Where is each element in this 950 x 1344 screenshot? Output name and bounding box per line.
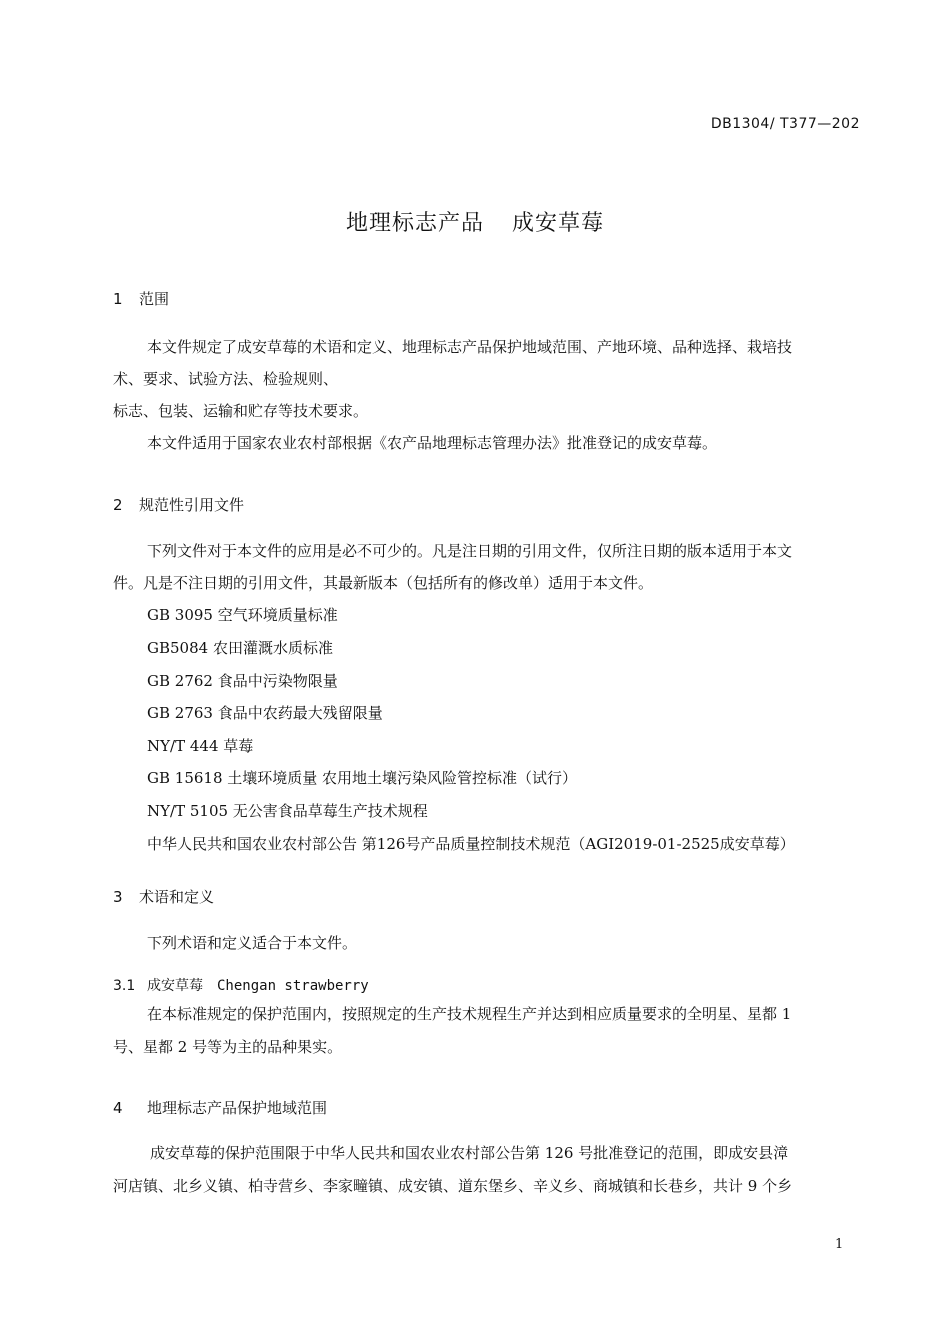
section-2-para-1-line-1: 下列文件对于本文件的应用是必不可少的。凡是注日期的引用文件，仅所注日期的版本适用于本文 — [147, 542, 793, 560]
section-3-title: 术语和定义 — [139, 888, 215, 906]
section-4-heading — [113, 1097, 327, 1118]
section-3-heading — [113, 886, 214, 907]
reference-item: GB 2762 食品中污染物限量 — [147, 672, 338, 690]
section-4-line-2: 河店镇、北乡义镇、柏寺营乡、李家疃镇、成安镇、道东堡乡、辛义乡、商城镇和长巷乡，共计 9 个乡 — [113, 1177, 793, 1195]
section-1-para-1-line-2: 术、要求、试验方法、检验规则、 — [113, 370, 339, 388]
section-2-heading — [113, 494, 244, 515]
section-2-number: 2 — [113, 496, 123, 514]
section-3-number: 3 — [113, 888, 123, 906]
section-4-number: 4 — [113, 1099, 123, 1117]
document-title — [0, 206, 950, 237]
section-2-para-1-line-2: 件。凡是不注日期的引用文件，其最新版本（包括所有的修改单）适用于本文件。 — [113, 574, 654, 592]
section-1-para-1-line-3: 标志、包装、运输和贮存等技术要求。 — [113, 402, 369, 420]
section-1-number: 1 — [113, 290, 123, 308]
subsection-3-1-heading — [113, 975, 369, 995]
section-1-title: 范围 — [139, 290, 170, 308]
title-part-2: 成安草莓 — [512, 211, 605, 236]
reference-item: 中华人民共和国农业农村部公告 第126号产品质量控制技术规范（AGI2019-01-2525成安草莓） — [147, 835, 795, 853]
section-1-para-2: 本文件适用于国家农业农村部根据《农产品地理标志管理办法》批准登记的成安草莓。 — [147, 434, 718, 452]
subsection-3-1-line-2: 号、星都 2 号等为主的品种果实。 — [113, 1038, 343, 1056]
subsection-3-1-line-1: 在本标准规定的保护范围内，按照规定的生产技术规程生产并达到相应质量要求的全明星、星都 1 — [147, 1005, 792, 1023]
section-2-title: 规范性引用文件 — [139, 496, 245, 514]
subsection-3-1-number: 3.1 — [113, 978, 136, 994]
term-chinese: 成安草莓 — [147, 978, 203, 994]
reference-item: NY/T 444 草莓 — [147, 737, 254, 755]
reference-item: GB 15618 土壤环境质量 农用地土壤污染风险管控标准（试行） — [147, 769, 578, 787]
section-1-heading — [113, 288, 169, 309]
standard-code: DB1304/ T377—202 — [710, 116, 860, 132]
section-1-para-1-line-1: 本文件规定了成安草莓的术语和定义、地理标志产品保护地域范围、产地环境、品种选择、栽培技 — [147, 338, 793, 356]
reference-item: GB 3095 空气环境质量标准 — [147, 606, 338, 624]
reference-item: GB 2763 食品中农药最大残留限量 — [147, 704, 383, 722]
term-english: Chengan strawberry — [217, 978, 369, 994]
page-number: 1 — [835, 1237, 844, 1252]
reference-item: NY/T 5105 无公害食品草莓生产技术规程 — [147, 802, 428, 820]
section-4-title: 地理标志产品保护地域范围 — [147, 1099, 328, 1117]
section-4-line-1: 成安草莓的保护范围限于中华人民共和国农业农村部公告第 126 号批准登记的范围，即成安县漳 — [150, 1144, 789, 1162]
section-3-para-1: 下列术语和定义适合于本文件。 — [147, 934, 358, 952]
reference-item: GB5084 农田灌溉水质标准 — [147, 639, 333, 657]
title-part-1: 地理标志产品 — [345, 211, 484, 236]
